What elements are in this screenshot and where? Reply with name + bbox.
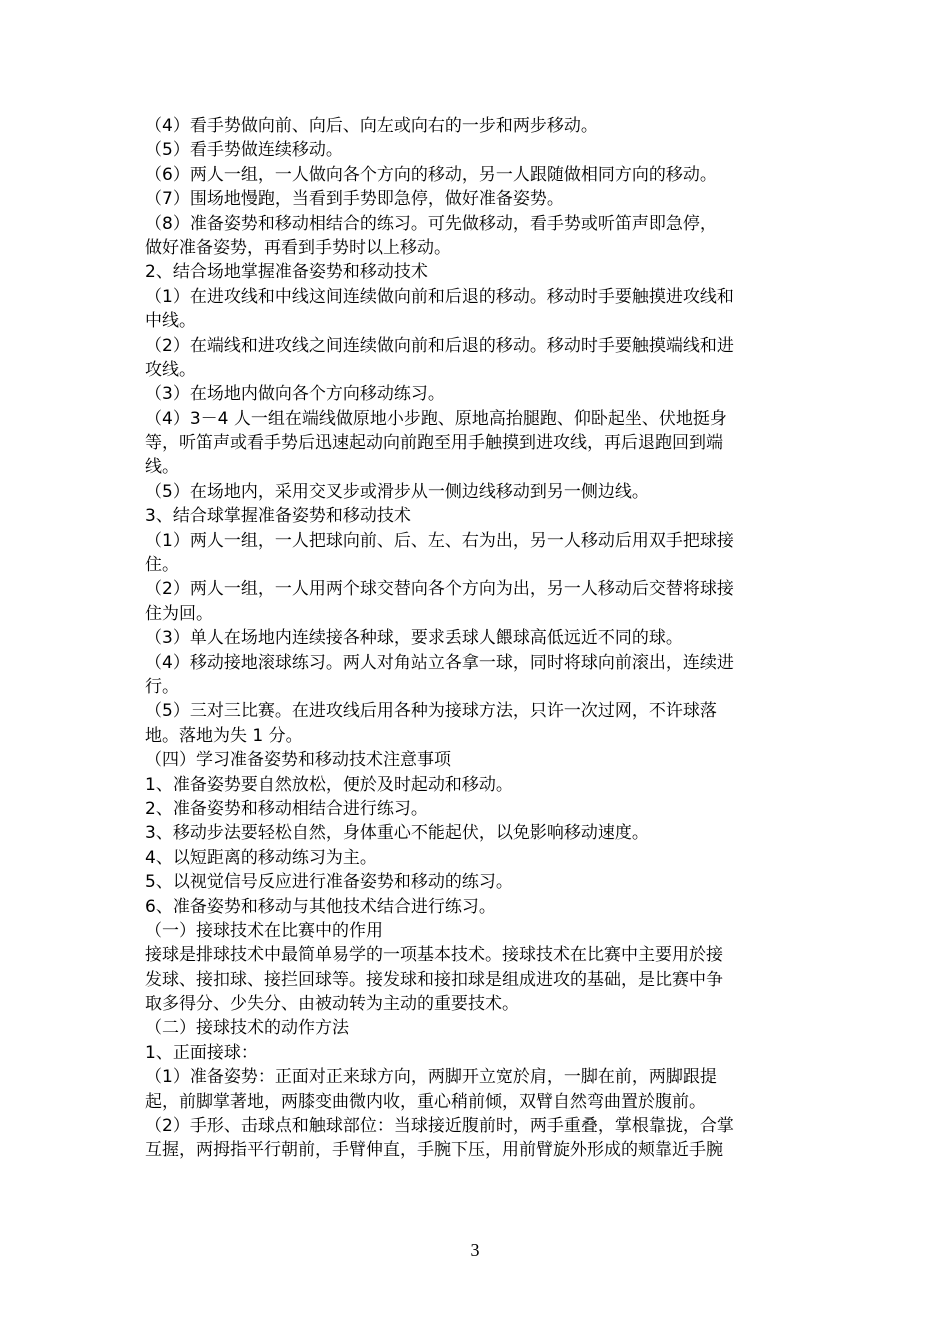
text-line: 2、结合场地掌握准备姿势和移动技术: [145, 262, 428, 283]
text-line: （1）在进攻线和中线这间连续做向前和后退的移动。移动时手要触摸进攻线和: [145, 286, 734, 307]
text-line: （二）接球技术的动作方法: [145, 1018, 349, 1039]
text-line: 2、准备姿势和移动相结合进行练习。: [145, 798, 428, 819]
text-line: 6、准备姿势和移动与其他技术结合进行练习。: [145, 896, 496, 917]
document-body: [145, 114, 813, 1163]
text-line: 接球是排球技术中最简单易学的一项基本技术。接球技术在比赛中主要用於接: [145, 945, 723, 966]
text-line: 发球、接扣球、接拦回球等。接发球和接扣球是组成进攻的基础，是比赛中争: [145, 969, 723, 990]
text-line: （6）两人一组，一人做向各个方向的移动，另一人跟随做相同方向的移动。: [145, 164, 717, 185]
page-number: 3: [470, 1240, 480, 1260]
text-line: 住为回。: [145, 603, 213, 624]
text-line: （2）两人一组，一人用两个球交替向各个方向为出，另一人移动后交替将球接: [145, 579, 734, 600]
text-line: 互握，两拇指平行朝前，手臂伸直，手腕下压，用前臂旋外形成的颊靠近手腕: [145, 1140, 723, 1161]
text-line: （3）单人在场地内连续接各种球，要求丢球人餵球高低远近不同的球。: [145, 628, 683, 649]
text-line: 4、以短距离的移动练习为主。: [145, 847, 377, 868]
text-line: （8）准备姿势和移动相结合的练习。可先做移动，看手势或听笛声即急停，: [145, 213, 717, 234]
text-line: 线。: [145, 457, 179, 478]
text-line: （2）在端线和进攻线之间连续做向前和后退的移动。移动时手要触摸端线和进: [145, 335, 734, 356]
text-line: （4）看手势做向前、向后、向左或向右的一步和两步移动。: [145, 116, 598, 136]
text-line: 中线。: [145, 311, 196, 332]
text-line: 做好准备姿势，再看到手势时以上移动。: [145, 237, 451, 258]
text-line: 住。: [145, 555, 179, 576]
text-line: （一）接球技术在比赛中的作用: [145, 920, 383, 941]
text-line: 1、正面接球：: [145, 1042, 258, 1063]
text-line: （1）准备姿势：正面对正来球方向，两脚开立宽於肩，一脚在前，两脚跟提: [145, 1067, 717, 1088]
text-line: 1、准备姿势要自然放松，便於及时起动和移动。: [145, 774, 513, 795]
text-line: 攻线。: [145, 359, 196, 380]
text-line: 3、结合球掌握准备姿势和移动技术: [145, 506, 411, 527]
text-line: （4）3－4 人一组在端线做原地小步跑、原地高抬腿跑、仰卧起坐、伏地挺身: [145, 408, 727, 429]
text-line: （1）两人一组，一人把球向前、后、左、右为出，另一人移动后用双手把球接: [145, 530, 734, 551]
text-line: （3）在场地内做向各个方向移动练习。: [145, 384, 445, 405]
text-line: （2）手形、击球点和触球部位：当球接近腹前时，两手重叠，掌根靠拢，合掌: [145, 1116, 734, 1137]
text-line: （5）看手势做连续移动。: [145, 140, 343, 161]
text-line: 5、以视觉信号反应进行准备姿势和移动的练习。: [145, 872, 513, 893]
text-line: （7）围场地慢跑，当看到手势即急停，做好准备姿势。: [145, 189, 564, 210]
text-line: （四）学习准备姿势和移动技术注意事项: [145, 750, 451, 771]
text-line: （5）三对三比赛。在进攻线后用各种为接球方法，只许一次过网，不许球落: [145, 701, 717, 722]
text-line: 行。: [145, 676, 179, 697]
text-line: 起，前脚掌著地，两膝变曲微内收，重心稍前倾，双臂自然弯曲置於腹前。: [145, 1091, 706, 1112]
text-line: （5）在场地内，采用交叉步或滑步从一侧边线移动到另一侧边线。: [145, 481, 649, 502]
text-line: 3、移动步法要轻松自然，身体重心不能起伏，以免影响移动速度。: [145, 823, 649, 844]
text-line: 地。落地为失 1 分。: [145, 725, 303, 746]
text-line: （4）移动接地滚球练习。两人对角站立各拿一球，同时将球向前滚出，连续进: [145, 652, 734, 673]
text-line: 取多得分、少失分、由被动转为主动的重要技术。: [145, 994, 519, 1015]
text-line: 等，听笛声或看手势后迅速起动向前跑至用手触摸到进攻线，再后退跑回到端: [145, 433, 723, 454]
